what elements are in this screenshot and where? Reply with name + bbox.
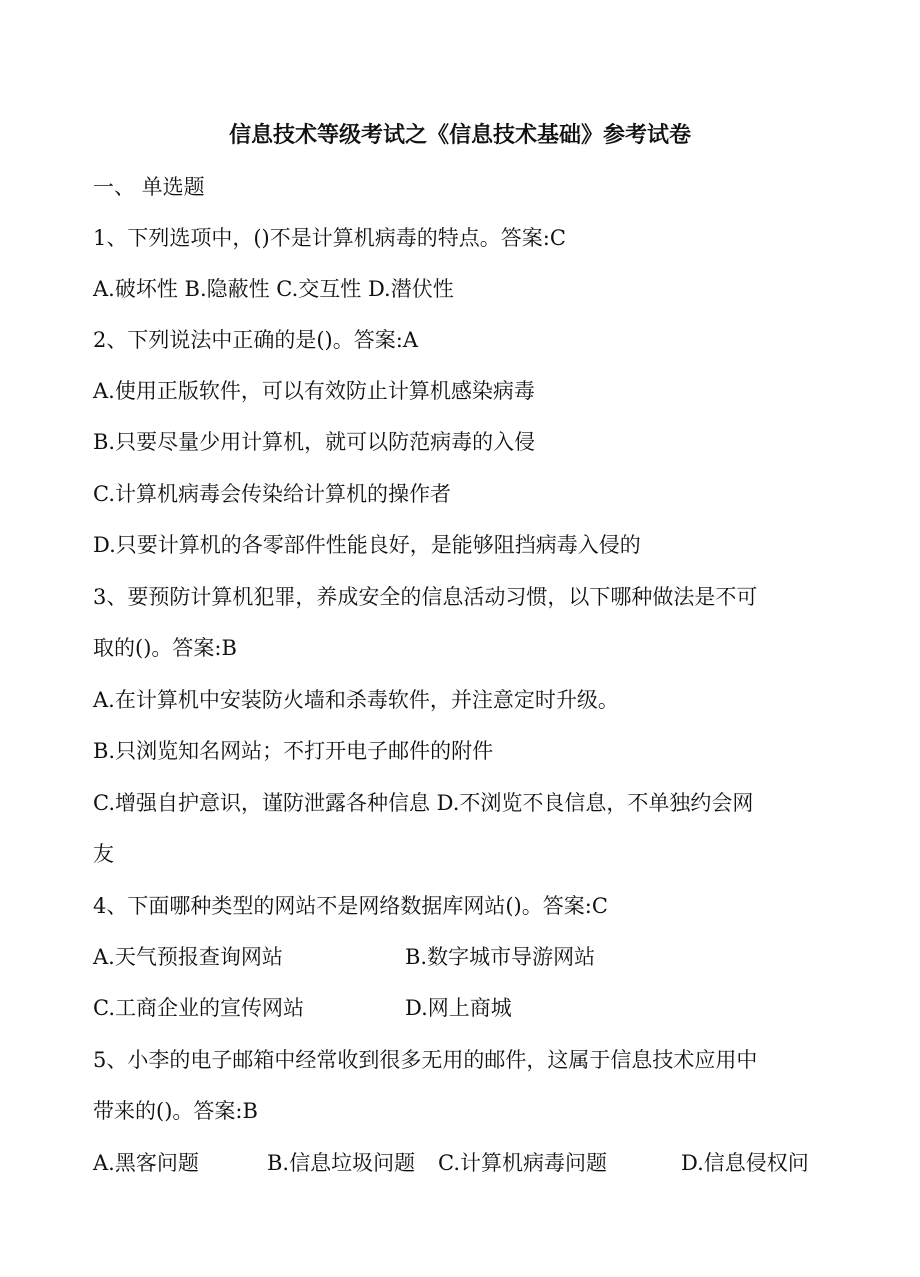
question-4-option-b: B.数字城市导游网站 (405, 945, 596, 969)
section-heading: 一、 单选题 (93, 175, 205, 199)
question-3-option-b: B.只浏览知名网站；不打开电子邮件的附件 (93, 739, 494, 763)
question-3-line-2: 取的()。答案:B (93, 636, 237, 660)
question-5-option-a: A.黑客问题 (93, 1151, 199, 1175)
question-5-line-2: 带来的()。答案:B (93, 1099, 258, 1123)
question-2-option-a: A.使用正版软件，可以有效防止计算机感染病毒 (93, 379, 535, 403)
question-2-option-c: C.计算机病毒会传染给计算机的操作者 (93, 482, 451, 506)
question-2-option-d: D.只要计算机的各零部件性能良好，是能够阻挡病毒入侵的 (93, 533, 641, 557)
question-2-option-b: B.只要尽量少用计算机，就可以防范病毒的入侵 (93, 430, 536, 454)
document-title: 信息技术等级考试之《信息技术基础》参考试卷 (228, 122, 691, 148)
question-5-line-1: 5、小李的电子邮箱中经常收到很多无用的邮件，这属于信息技术应用中 (93, 1048, 758, 1072)
question-1-options: A.破坏性 B.隐蔽性 C.交互性 D.潜伏性 (93, 277, 454, 301)
question-3-option-a: A.在计算机中安装防火墙和杀毒软件，并注意定时升级。 (93, 688, 619, 712)
question-5-option-c: C.计算机病毒问题 (438, 1151, 607, 1175)
question-3-options-cd-wrap: 友 (93, 842, 114, 866)
question-1: 1、下列选项中，()不是计算机病毒的特点。答案:C (93, 226, 566, 250)
question-4-option-c: C.工商企业的宣传网站 (93, 996, 304, 1020)
question-5-option-b: B.信息垃圾问题 (267, 1151, 416, 1175)
question-3-options-cd: C.增强自护意识，谨防泄露各种信息 D.不浏览不良信息，不单独约会网 (93, 791, 754, 815)
question-5-option-d: D.信息侵权问 (681, 1151, 809, 1175)
question-4: 4、下面哪种类型的网站不是网络数据库网站()。答案:C (93, 894, 608, 918)
question-4-option-d: D.网上商城 (405, 996, 512, 1020)
question-3-line-1: 3、要预防计算机犯罪，养成安全的信息活动习惯，以下哪种做法是不可 (93, 585, 758, 609)
question-4-option-a: A.天气预报查询网站 (93, 945, 283, 969)
question-2: 2、下列说法中正确的是()。答案:A (93, 328, 418, 352)
